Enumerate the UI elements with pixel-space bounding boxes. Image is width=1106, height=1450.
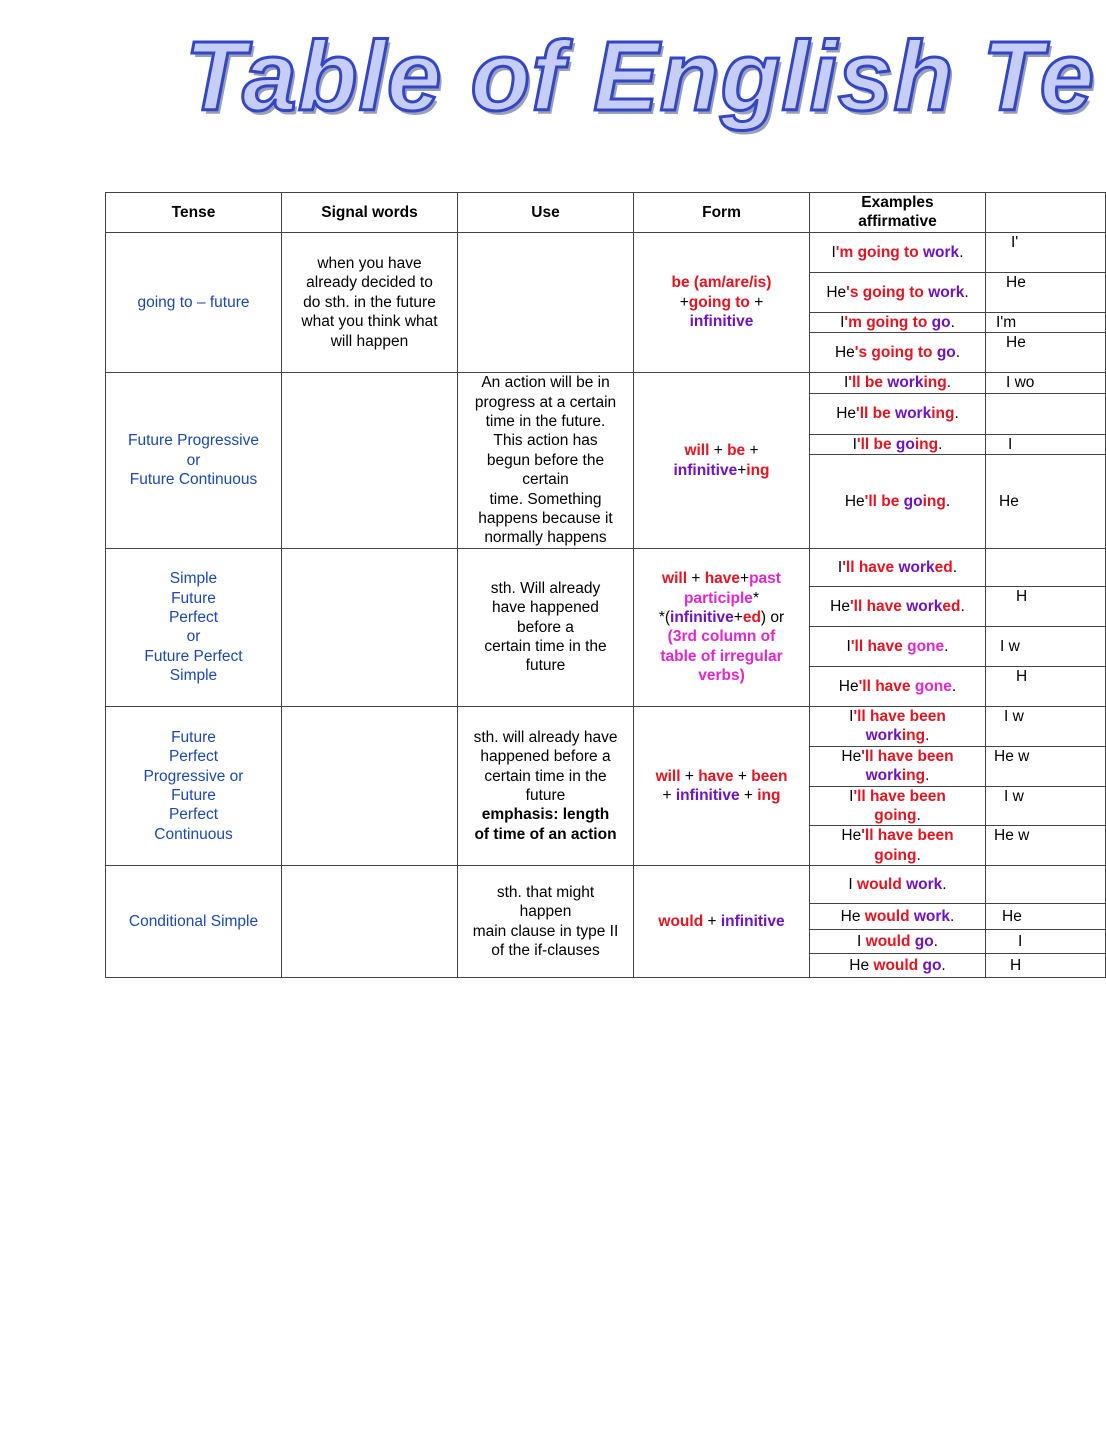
header-examples-label: Examples [861,194,934,211]
form-part: (3rd column of [667,628,776,646]
ex-subject: He [841,747,862,765]
signal-future-progressive [282,373,458,549]
ex-subject: I [849,787,854,805]
signal-future-perfect-simple [282,548,458,706]
tense-conditional-simple: Conditional Simple [106,866,282,978]
use-line: normally happens [484,529,607,547]
form-conditional-simple [634,866,810,978]
tense-line: Future Progressive [128,432,259,450]
table-row [106,232,1106,272]
ex-punct: . [954,405,959,423]
use-line: before a [517,618,574,636]
ex-ending: ing [901,727,926,745]
negative-cell [986,548,1106,586]
example-cell [810,706,986,746]
ex-ending: ing [901,767,926,785]
use-line: sth. Will already [490,579,601,597]
use-line: main clause in type II [472,922,619,940]
negative-cell: H [986,586,1106,626]
negative-cell: He [986,333,1106,373]
ex-verb: work [906,597,943,615]
form-part: + [739,787,758,804]
ex-verb: go [914,932,934,950]
ex-punct: . [916,846,921,864]
tense-line: Future [171,589,216,607]
negative-cell: I [986,434,1106,455]
tense-line: Perfect [168,806,219,824]
form-part: + [703,912,721,930]
ex-aux: 'll have [842,558,899,576]
form-part: will [655,767,681,785]
tense-line: Future [171,787,216,804]
use-future-progressive [458,373,634,549]
ex-subject: I [840,313,845,331]
use-line: This action has [493,432,598,450]
form-part: be [727,442,746,460]
ex-punct: . [933,932,938,950]
ex-subject: I [852,435,857,453]
tenses-table [105,192,1106,978]
signal-going-to [282,232,458,372]
ex-ending: ing [914,435,939,453]
use-line: happens because it [478,510,613,528]
negative-cell: I'm [986,312,1106,332]
ex-verb: go [874,806,894,824]
example-cell [810,954,986,978]
ex-punct: . [952,558,958,576]
use-line: progress at a certain [474,393,617,411]
tense-future-progressive [106,373,282,549]
ex-verb: work [898,558,935,576]
tense-future-perfect-progressive [106,706,282,865]
example-cell [810,548,986,586]
use-line: sth. will already have [473,728,618,746]
ex-aux: 'll have been [861,747,954,765]
ex-subject: He [834,344,855,362]
ex-verb: gone [914,677,952,695]
ex-verb: go [874,846,894,864]
tense-line: or [186,451,201,469]
example-cell [810,626,986,666]
use-line: time in the future. [485,413,606,431]
ex-verb: work [913,907,951,925]
ex-ending: ing [922,492,946,510]
form-part: + [687,570,705,588]
ex-ending: ed [934,558,953,576]
example-cell [810,232,986,272]
example-cell [810,455,986,549]
use-conditional-simple [458,866,634,978]
ex-punct: . [951,677,957,695]
ex-aux: would [857,875,902,893]
ex-verb: work [923,243,960,261]
form-part: participle [684,589,753,607]
ex-aux: would [873,956,919,974]
negative-cell: He w [986,746,1106,786]
form-part: + [679,293,689,311]
tense-line: or [186,628,201,646]
use-line: begun before the [486,451,605,469]
use-line: emphasis: length [481,806,610,824]
form-part: + [737,461,747,479]
tense-line: Future Continuous [129,471,258,489]
form-part: * [752,589,759,607]
ex-aux: 'll be [848,374,888,392]
ex-ending: ing [931,405,955,423]
ex-punct: . [946,374,952,392]
form-part: + [740,570,750,588]
ex-subject: He [830,597,850,615]
use-line: An action will be in [481,374,610,392]
use-line: future [525,657,566,675]
ex-verb: work [895,405,932,423]
example-cell [810,746,986,786]
tense-line: Simple [169,570,218,588]
header-use: Use [458,193,634,233]
ex-aux: 'll have [849,597,907,615]
negative-cell: I w [986,706,1106,746]
ex-punct: . [925,727,930,745]
header-row [106,193,1106,233]
ex-aux: 's going to [846,283,924,301]
ex-subject: He [841,827,862,845]
tense-line: Simple [169,667,218,685]
header-negative [986,193,1106,233]
form-future-perfect-simple [634,548,810,706]
negative-cell: He [986,904,1106,930]
example-cell [810,434,986,455]
example-cell [810,786,986,826]
ex-aux: 'm going to [844,313,928,331]
ex-punct: . [950,313,955,331]
header-tense: Tense [106,193,282,233]
form-part: would [658,912,704,930]
negative-cell: I' [986,232,1106,272]
ex-punct: . [916,806,921,824]
ex-ending: ing [893,806,917,824]
form-part: ) or [760,608,785,626]
example-cell [810,826,986,866]
ex-punct: . [945,492,951,510]
negative-cell [986,393,1106,434]
ex-subject: He [849,956,874,974]
tense-line: Perfect [168,748,219,766]
ex-aux: 'll have [850,637,908,655]
page-title: Table of English Te [185,21,1096,131]
form-part: past [749,570,781,588]
example-cell [810,866,986,904]
negative-cell: I w [986,786,1106,826]
signal-conditional-simple [282,866,458,978]
form-part: *( [658,608,671,626]
negative-cell: H [986,954,1106,978]
ex-verb: go [903,492,923,510]
negative-cell: I w [986,626,1106,666]
use-line: future [525,787,566,804]
ex-ending: ing [893,846,917,864]
ex-aux: 'll be [856,405,896,423]
ex-punct: . [960,597,965,615]
ex-punct: . [964,283,969,301]
header-examples-affirmative: affirmative [858,213,937,231]
signal-future-perfect-progressive [282,706,458,865]
header-signal-words: Signal words [282,193,458,233]
example-cell [810,373,986,394]
ex-subject: He [836,405,857,423]
use-line: happen [519,903,572,921]
use-line: of the if-clauses [491,942,600,960]
ex-aux: 'll have been [853,707,946,725]
use-line: have happened [492,599,599,617]
use-line: time. Something [489,490,602,508]
ex-punct: . [938,435,943,453]
form-part: be (am/are/is) [671,274,772,292]
example-cell [810,904,986,930]
signal-line: when you have [317,255,422,272]
ex-aux: 'll have been [861,827,954,845]
ex-subject: He [838,677,859,695]
use-line: sth. that might [496,883,595,901]
form-part: + [680,767,699,785]
form-part: ing [757,787,781,804]
header-form: Form [634,193,810,233]
form-part: will [662,570,688,588]
ex-punct: . [942,875,947,893]
ex-verb: go [936,344,956,362]
ex-aux: 'll have [858,677,915,695]
table-row [106,866,1106,904]
ex-aux: 'll be [856,435,896,453]
table-row [106,548,1106,586]
form-part: have [698,767,734,785]
ex-subject: He [826,283,847,301]
ex-aux: would [864,907,910,925]
ex-punct: . [944,637,949,655]
example-cell [810,312,986,332]
use-going-to [458,232,634,372]
ex-verb: go [931,313,951,331]
form-part: + [709,442,728,460]
use-future-perfect-simple [458,548,634,706]
form-part: infinitive [689,313,754,331]
header-examples [810,193,986,233]
use-line: of time of an action [474,825,617,843]
example-cell [810,333,986,373]
tense-line: Continuous [154,825,233,843]
use-future-perfect-progressive [458,706,634,865]
ex-subject: I [837,558,843,576]
ex-verb: work [906,875,943,893]
ex-verb: go [922,956,942,974]
use-line: certain time in the [484,767,607,785]
form-part: + [662,787,676,804]
ex-subject: I [849,707,854,725]
ex-verb: work [865,767,902,785]
ex-verb: work [887,374,924,392]
ex-ending: ed [942,597,961,615]
example-cell [810,666,986,706]
form-part: + [745,442,759,460]
negative-cell: I wo [986,373,1106,394]
negative-cell: H [986,666,1106,706]
form-part: will [684,442,710,460]
negative-cell: He [986,272,1106,312]
tense-going-to: going to – future [106,232,282,372]
form-part: + [749,293,764,311]
form-part: infinitive [670,608,734,626]
form-part: infinitive [720,912,785,930]
signal-line: already decided to [306,274,433,292]
form-part: infinitive [675,787,740,804]
ex-verb: gone [907,637,945,655]
form-part: infinitive [673,461,738,479]
form-part: table of irregular [660,647,783,665]
example-cell [810,272,986,312]
form-future-perfect-progressive [634,706,810,865]
ex-aux: 'll have been [853,787,946,805]
signal-line: what you think what [301,313,438,331]
ex-verb: work [928,283,965,301]
use-line: certain [522,471,569,489]
ex-subject: I [846,637,851,655]
form-part: have [704,570,741,588]
tense-line: Future [171,728,216,746]
form-going-to [634,232,810,372]
tense-line: Perfect [168,608,219,626]
ex-aux: 'm going to [835,243,919,261]
form-part: + [733,767,752,785]
negative-cell: He [986,455,1106,549]
signal-line: will happen [330,332,409,350]
negative-cell: He w [986,826,1106,866]
ex-subject: I [843,374,849,392]
ex-subject: He [844,492,865,510]
ex-punct: . [941,956,946,974]
ex-punct: . [955,344,961,362]
example-cell [810,393,986,434]
ex-aux: would [865,932,911,950]
ex-punct: . [925,767,930,785]
form-part: ed [742,608,761,626]
tense-line: Progressive or [143,767,244,785]
form-part: ing [746,461,770,479]
form-part: been [751,767,788,785]
signal-line: do sth. in the future [303,293,436,311]
ex-subject: I [857,932,866,950]
ex-verb: go [895,435,915,453]
table-row [106,706,1106,746]
form-part: going to [688,293,750,311]
ex-ending: ing [923,374,947,392]
form-part: verbs) [698,667,745,685]
ex-aux: 's going to [854,344,933,362]
use-line: certain time in the [484,638,607,656]
ex-subject: I [831,243,836,261]
form-part: + [733,608,743,626]
use-line: happened before a [480,748,611,766]
ex-verb: work [865,727,902,745]
ex-punct: . [950,907,955,925]
tense-future-perfect-simple [106,548,282,706]
ex-subject: I [848,875,858,893]
ex-punct: . [959,243,964,261]
example-cell [810,586,986,626]
ex-aux: 'll be [864,492,904,510]
negative-cell [986,866,1106,904]
form-future-progressive [634,373,810,549]
ex-subject: He [840,907,865,925]
tense-line: Future Perfect [144,647,243,665]
example-cell [810,930,986,954]
table-row [106,373,1106,394]
negative-cell: I [986,930,1106,954]
